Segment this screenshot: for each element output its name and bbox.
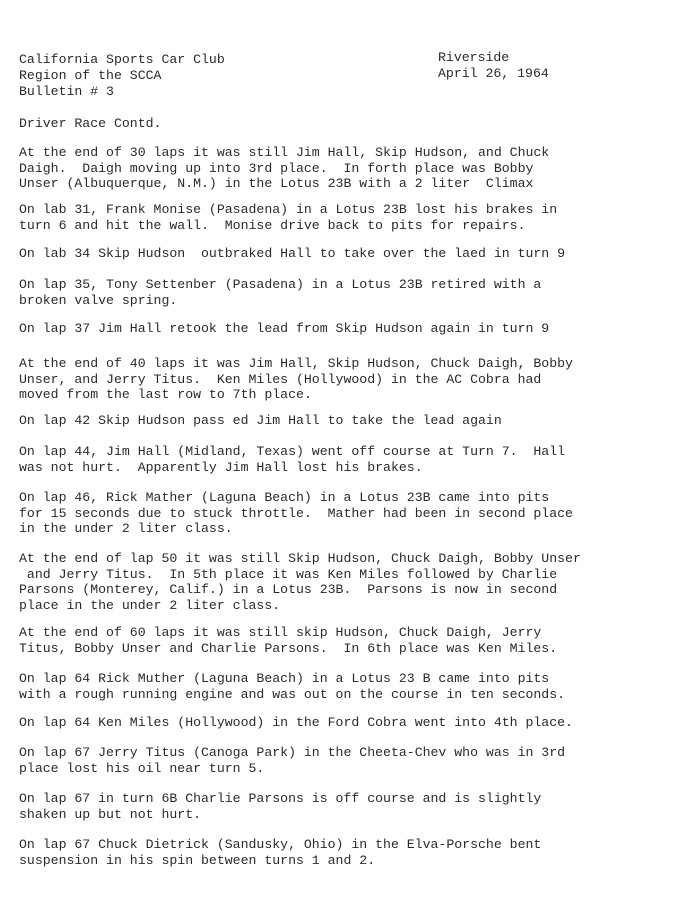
paragraph-line: On lap 46, Rick Mather (Laguna Beach) in a Lotus 23B came into pits xyxy=(19,490,550,505)
paragraph-line: turn 6 and hit the wall. Monise drive back to pits for repairs. xyxy=(19,217,526,233)
section-title: Driver Race Contd. xyxy=(19,116,162,131)
report-paragraph xyxy=(19,246,565,262)
paragraph-line: and Jerry Titus. In 5th place it was Ken Miles followed by Charlie xyxy=(19,566,558,582)
paragraph-line: Parsons (Monterey, Calif.) in a Lotus 23B. Parsons is now in second xyxy=(19,582,558,598)
paragraph-line: At the end of lap 50 it was still Skip Hudson, Chuck Daigh, Bobby Unser xyxy=(19,551,581,566)
organization-block xyxy=(19,52,225,100)
report-paragraph xyxy=(19,551,581,613)
paragraph-line: with a rough running engine and was out on the course in ten seconds. xyxy=(19,686,566,702)
paragraph-line: in the under 2 liter class. xyxy=(19,521,233,537)
report-paragraph xyxy=(19,321,549,337)
report-paragraph xyxy=(19,745,565,776)
paragraph-line: for 15 seconds due to stuck throttle. Mather had been in second place xyxy=(19,505,573,521)
paragraph-line: On lap 64 Ken Miles (Hollywood) in the Ford Cobra went into 4th place. xyxy=(19,715,573,730)
paragraph-line: suspension in his spin between turns 1 and 2. xyxy=(19,852,376,868)
paragraph-line: On lap 44, Jim Hall (Midland, Texas) went off course at Turn 7. Hall xyxy=(19,444,566,459)
report-paragraph xyxy=(19,490,573,537)
report-paragraph xyxy=(19,145,549,192)
paragraph-line: shaken up but not hurt. xyxy=(19,806,202,822)
location: Riverside xyxy=(438,50,510,65)
report-paragraph xyxy=(19,791,541,822)
report-paragraph xyxy=(19,715,573,731)
paragraph-line: was not hurt. Apparently Jim Hall lost his brakes. xyxy=(19,459,423,475)
paragraph-line: At the end of 40 laps it was Jim Hall, Skip Hudson, Chuck Daigh, Bobby xyxy=(19,356,573,371)
region-line: Region of the SCCA xyxy=(19,68,162,83)
paragraph-line: On lap 42 Skip Hudson pass ed Jim Hall to take the lead again xyxy=(19,413,502,428)
report-paragraph xyxy=(19,413,502,429)
paragraph-line: On lap 64 Rick Muther (Laguna Beach) in a Lotus 23 B came into pits xyxy=(19,671,550,686)
organization-name: California Sports Car Club xyxy=(19,52,225,67)
paragraph-line: On lab 34 Skip Hudson outbraked Hall to take over the laed in turn 9 xyxy=(19,246,566,261)
paragraph-line: broken valve spring. xyxy=(19,292,178,308)
paragraph-line: place lost his oil near turn 5. xyxy=(19,760,265,776)
report-paragraph xyxy=(19,202,557,233)
paragraph-line: On lap 37 Jim Hall retook the lead from Skip Hudson again in turn 9 xyxy=(19,321,550,336)
paragraph-line: Titus, Bobby Unser and Charlie Parsons. In 6th place was Ken Miles. xyxy=(19,640,558,656)
paragraph-line: On lap 35, Tony Settenber (Pasadena) in a Lotus 23B retired with a xyxy=(19,277,542,292)
report-paragraph xyxy=(19,625,557,656)
paragraph-line: On lap 67 in turn 6B Charlie Parsons is off course and is slightly xyxy=(19,791,542,806)
paragraph-line: Daigh. Daigh moving up into 3rd place. In forth place was Bobby xyxy=(19,160,534,176)
paragraph-line: On lap 67 Jerry Titus (Canoga Park) in the Cheeta-Chev who was in 3rd xyxy=(19,745,566,760)
paragraph-line: At the end of 60 laps it was still skip Hudson, Chuck Daigh, Jerry xyxy=(19,625,542,640)
report-paragraph xyxy=(19,356,573,403)
report-paragraph xyxy=(19,444,565,475)
place-date-block xyxy=(438,50,549,82)
paragraph-line: moved from the last row to 7th place. xyxy=(19,387,312,403)
paragraph-line: place in the under 2 liter class. xyxy=(19,597,281,613)
paragraph-line: On lap 67 Chuck Dietrick (Sandusky, Ohio) in the Elva-Porsche bent xyxy=(19,837,542,852)
report-paragraph xyxy=(19,671,565,702)
date: April 26, 1964 xyxy=(438,66,549,81)
paragraph-line: On lab 31, Frank Monise (Pasadena) in a Lotus 23B lost his brakes in xyxy=(19,202,558,217)
paragraph-line: At the end of 30 laps it was still Jim Hall, Skip Hudson, and Chuck xyxy=(19,145,550,160)
bulletin-number: Bulletin # 3 xyxy=(19,84,114,99)
report-paragraph xyxy=(19,277,541,308)
report-paragraph xyxy=(19,837,541,868)
paragraph-line: Unser, and Jerry Titus. Ken Miles (Hollywood) in the AC Cobra had xyxy=(19,371,542,387)
paragraph-line: Unser (Albuquerque, N.M.) in the Lotus 23B with a 2 liter Climax xyxy=(19,176,534,192)
